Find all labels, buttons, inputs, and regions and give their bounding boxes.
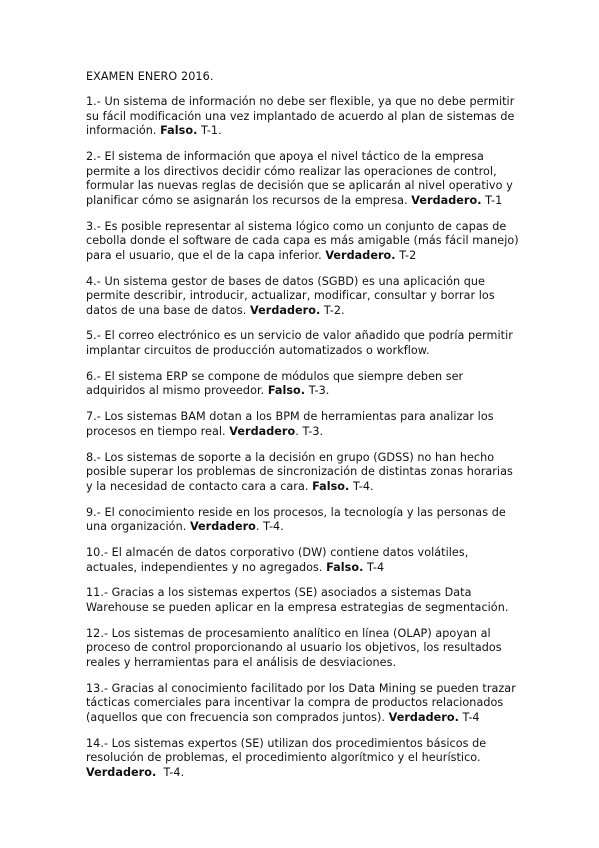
question-item (86, 546, 521, 575)
question-ref: T-4. (349, 479, 374, 493)
question-answer: Falso. (160, 124, 198, 138)
question-text: 2.- El sistema de información que apoya el nivel táctico de la empresa permite a los directivos decidir cómo realizar las operaciones de control, formular las nuevas reglas de decisión que se aplicarán al nivel operativo y planificar cómo se asignarán los recursos de la empresa. (86, 149, 513, 207)
question-ref: T-2. (320, 303, 345, 317)
question-text: 1.- Un sistema de información no debe ser flexible, ya que no debe permitir su fácil modificación una vez implantado de acuerdo al plan de sistemas de información. (86, 95, 515, 138)
question-answer: Verdadero. (325, 248, 396, 262)
question-text: 8.- Los sistemas de soporte a la decisión en grupo (GDSS) no han hecho posible superar los problemas de sincronización de distintas zonas horarias y la necesidad de contacto cara a cara. (86, 450, 513, 493)
question-answer: Verdadero. (411, 193, 482, 207)
question-answer: Falso. (312, 479, 350, 493)
question-text: 6.- El sistema ERP se compone de módulos que siempre deben ser adquiridos al mismo proveedor. (86, 369, 464, 398)
exam-document (86, 69, 521, 792)
question-text: 5.- El correo electrónico es un servicio de valor añadido que podría permitir implantar circuitos de producción automatizados o workflow. (86, 329, 513, 358)
question-answer: Verdadero. (388, 710, 459, 724)
question-item (86, 737, 521, 781)
question-text: 12.- Los sistemas de procesamiento analítico en línea (OLAP) apoyan al proceso de control proporcionando al usuario los objetivos, los resultados reales y herramientas para el análisis de desviaciones. (86, 626, 502, 669)
document-title: EXAMEN ENERO 2016. (86, 70, 214, 83)
question-text: 4.- Un sistema gestor de bases de datos (SGBD) es una aplicación que permite describir, introducir, actualizar, modificar, consultar y borrar los datos de una base de datos. (86, 274, 495, 317)
question-item (86, 586, 521, 615)
question-ref: T-1. (197, 124, 222, 138)
question-ref: T-4 (458, 710, 480, 724)
question-text: 3.- Es posible representar al sistema lógico como un conjunto de capas de cebolla donde el software de cada capa es más amigable (más fácil manejo) para el usuario, que el de la capa inferior. (86, 219, 519, 262)
question-item (86, 410, 521, 439)
question-text: 11.- Gracias a los sistemas expertos (SE) asociados a sistemas Data Warehouse se pueden aplicar en la empresa estrategias de segmentación. (86, 586, 509, 614)
question-ref: T-4 (363, 560, 385, 574)
question-text: 14.- Los sistemas expertos (SE) utilizan dos procedimientos básicos de resolución de problemas, el procedimiento algorítmico y el heurístico. (86, 736, 487, 765)
question-item (86, 682, 521, 726)
question-answer: Verdadero (189, 520, 256, 534)
question-answer: Falso. (326, 560, 364, 574)
question-item (86, 95, 521, 139)
question-text: 7.- Los sistemas BAM dotan a los BPM de herramientas para analizar los procesos en tiempo real. (86, 410, 494, 438)
question-item (86, 506, 521, 535)
question-text: 13.- Gracias al conocimiento facilitado por los Data Mining se pueden trazar tácticas comerciales para incentivar la compra de productos relacionados (aquellos que con frecuencia son comprados juntos). (86, 681, 516, 724)
question-item (86, 451, 521, 495)
question-item (86, 150, 521, 208)
question-item (86, 220, 521, 264)
question-ref: . T-3. (295, 424, 324, 438)
question-item (86, 329, 521, 358)
question-text: 9.- El conocimiento reside en los procesos, la tecnología y las personas de una organización. (86, 505, 506, 534)
question-item (86, 370, 521, 399)
question-item (86, 627, 521, 671)
question-item (86, 275, 521, 319)
question-ref: T-4. (156, 765, 185, 779)
question-answer: Verdadero. (250, 303, 321, 317)
question-ref: . T-4. (255, 520, 284, 534)
question-answer: Verdadero. (86, 765, 157, 779)
question-answer: Verdadero (229, 424, 296, 438)
question-ref: T-1 (481, 193, 503, 207)
question-ref: T-2 (395, 248, 417, 262)
question-ref: T-3. (305, 384, 330, 398)
question-answer: Falso. (267, 384, 306, 398)
question-text: 10.- El almacén de datos corporativo (DW) contiene datos volátiles, actuales, independientes y no agregados. (86, 545, 469, 574)
